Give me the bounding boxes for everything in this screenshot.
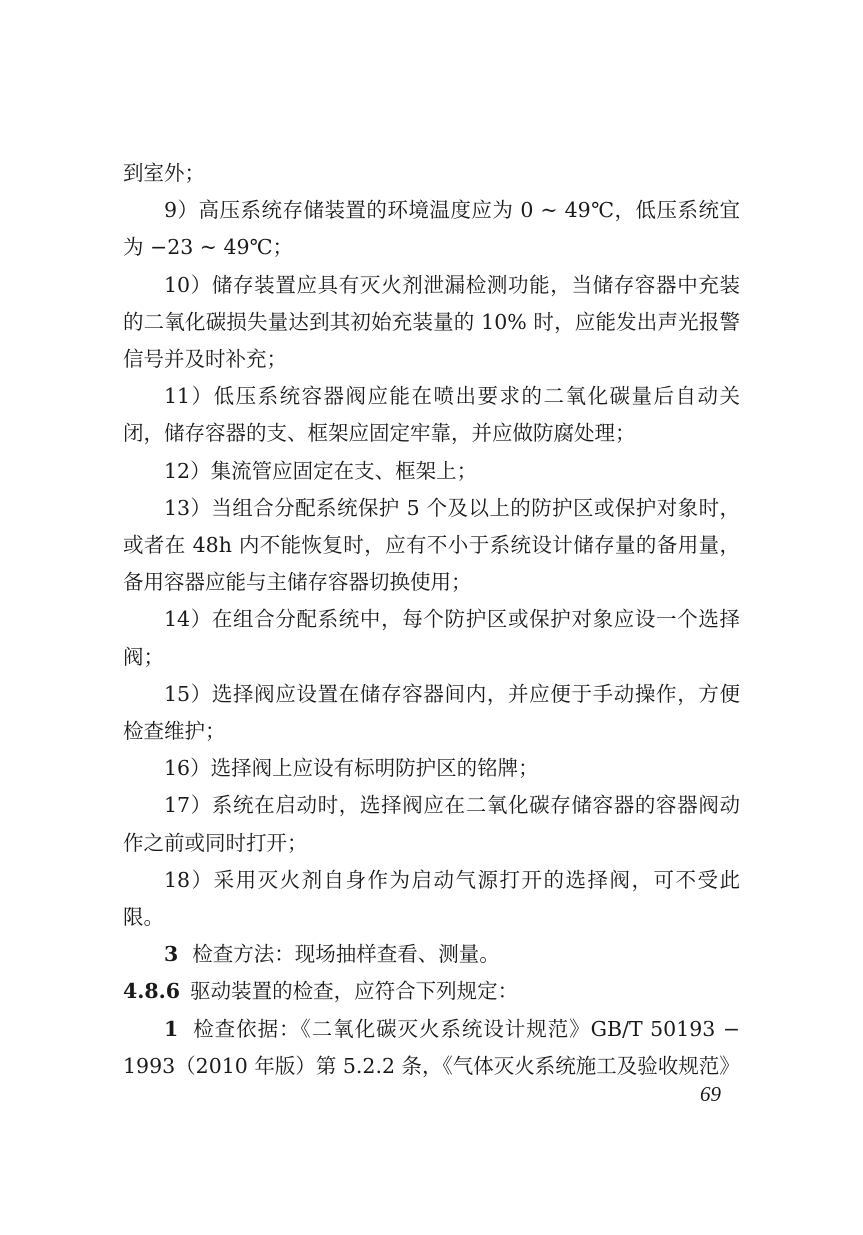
clause-1-number: 1	[164, 1016, 179, 1041]
list-item-15: 15）选择阀应设置在储存容器间内，并应便于手动操作，方便检查维护；	[123, 681, 740, 744]
clause-1	[123, 1011, 740, 1085]
list-item-9: 9）高压系统存储装置的环境温度应为 0 ~ 49℃，低压系统宜为 −23 ~ 49℃；	[123, 198, 740, 260]
paragraph-continuation: 到室外；	[123, 161, 205, 185]
page-number: 69	[700, 1082, 721, 1106]
list-item-11: 11）低压系统容器阀应能在喷出要求的二氧化碳量后自动关闭，储存容器的支、框架应固定牢靠，并应做防腐处理；	[123, 384, 740, 446]
section-title: 驱动装置的检查，应符合下列规定：	[190, 979, 519, 1004]
list-item-16: 16）选择阀上应设有标明防护区的铭牌；	[164, 756, 539, 781]
list-item-14: 14）在组合分配系统中，每个防护区或保护对象应设一个选择阀；	[123, 607, 740, 669]
list-item-17: 17）系统在启动时，选择阀应在二氧化碳存储容器的容器阀动作之前或同时打开；	[123, 793, 740, 855]
section-number: 4.8.6	[123, 979, 181, 1004]
list-item-13: 13）当组合分配系统保护 5 个及以上的防护区或保护对象时，或者在 48h 内不能恢复时，应有不小于系统设计储存量的备用量，备用容器应能与主储存容器切换使用；	[123, 495, 740, 595]
clause-3	[123, 936, 740, 973]
list-item-12: 12）集流管应固定在支、框架上；	[164, 458, 478, 483]
section-heading	[123, 973, 740, 1010]
clause-3-text: 检查方法：现场抽样查看、测量。	[192, 942, 500, 967]
list-item-18: 18）采用灭火剂自身作为启动气源打开的选择阀，可不受此限。	[123, 867, 740, 930]
list-item-10: 10）储存装置应具有灭火剂泄漏检测功能，当储存容器中充装的二氧化碳损失量达到其初始充装量的 10% 时，应能发出声光报警信号并及时补充；	[123, 272, 740, 372]
body-text	[123, 155, 740, 1085]
clause-1-text: 检查依据：《二氧化碳灭火系统设计规范》GB/T 50193 − 1993（2010 年版）第 5.2.2 条，《气体灭火系统施工及验收规范》	[123, 1016, 740, 1078]
clause-3-number: 3	[164, 942, 179, 967]
